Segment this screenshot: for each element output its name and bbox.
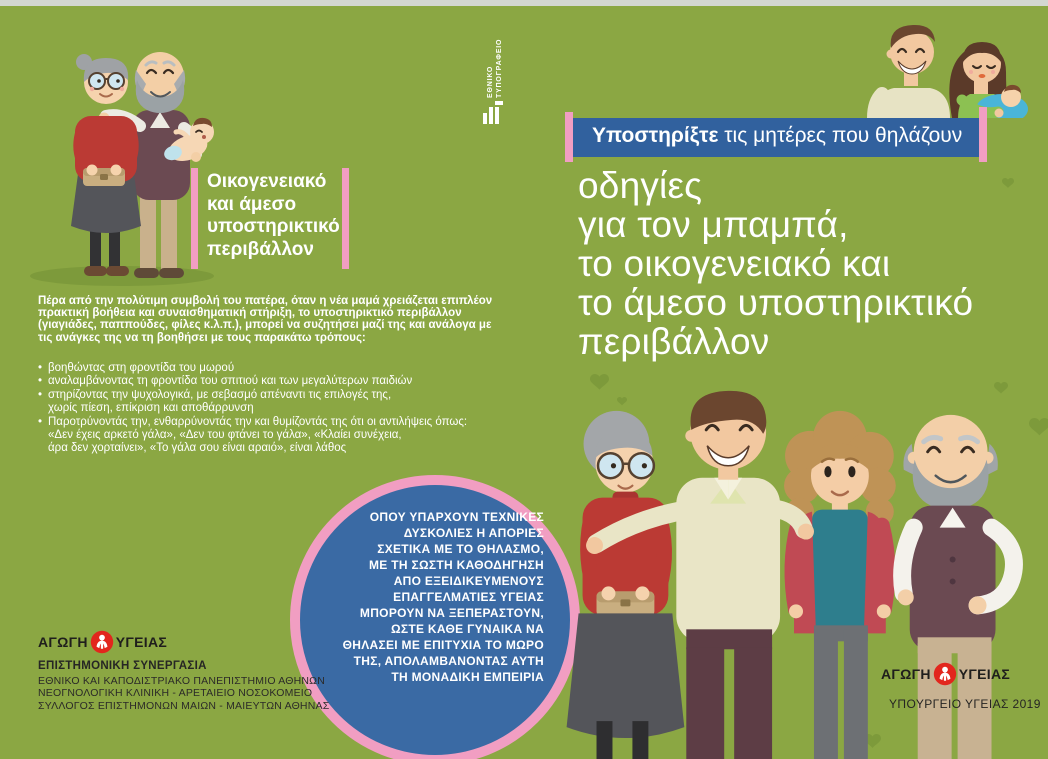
circle-line: ΤΗ ΜΟΝΑΔΙΚΗ ΕΜΠΕΙΡΙΑ [391, 670, 544, 684]
cover-title-line: για τον μπαμπά, [578, 204, 849, 245]
intro-line: τις ανάγκες της να τη βοηθήσει με τους παρακάτω τρόπους: [38, 331, 366, 344]
printing-house-icon [483, 100, 503, 124]
partnership-institutions [38, 675, 329, 712]
cover-title-line: το οικογενειακό και [578, 243, 891, 284]
grandparents-baby-illustration [20, 26, 220, 288]
title-accent-bar-right [342, 168, 349, 269]
bullet-item [38, 375, 538, 388]
banner-slogan-bold: Υποστηρίξτε [592, 124, 719, 147]
institution-line: ΕΘΝΙΚΟ ΚΑΙ ΚΑΠΟΔΙΣΤΡΙΑΚΟ ΠΑΝΕΠΙΣΤΗΜΙΟ ΑΘΗΝΩΝ [38, 675, 326, 687]
circle-line: ΜΠΟΡΟΥΝ ΝΑ ΞΕΠΕΡΑΣΤΟΥΝ, [359, 606, 544, 620]
circle-line: ΜΕ ΤΗ ΣΩΣΤΗ ΚΑΘΟΔΗΓΗΣΗ [368, 558, 544, 572]
logo-text: ΥΓΕΙΑΣ [958, 666, 1011, 682]
left-title-line: Οικογενειακό [207, 171, 327, 192]
banner-accent-bar-right [979, 107, 987, 162]
bullet-icon: • [38, 362, 43, 374]
title-accent-bar-left [191, 168, 198, 269]
circle-line: ΕΠΑΓΓΕΛΜΑΤΙΕΣ ΥΓΕΙΑΣ [393, 590, 544, 604]
bullet-line: στηρίζοντας την ψυχολογικά, με σεβασμό απέναντι τις επιλογές της, [48, 388, 392, 401]
bullet-icon: • [38, 375, 43, 388]
cover-title-line: περιβάλλον [578, 321, 770, 362]
bullet-line: άρα δεν χορταίνει», «Το γάλα σου είναι αραιό», είναι λάθος [48, 442, 347, 455]
bullet-item [38, 416, 538, 456]
support-bullet-list [38, 362, 538, 456]
bullet-line: Παροτρύνοντάς την, ενθαρρύνοντάς την και θυμίζοντάς της ότι οι αντιλήψεις όπως: [48, 415, 468, 428]
institution-line: ΣΥΛΛΟΓΟΣ ΕΠΙΣΤΗΜΟΝΩΝ ΜΑΙΩΝ - ΜΑΙΕΥΤΩΝ ΑΘΗΝΑΣ [38, 699, 330, 712]
bullet-item [38, 389, 538, 416]
circle-line: ΔΥΣΚΟΛΙΕΣ Η ΑΠΟΡΙΕΣ [403, 526, 544, 540]
bullet-line: αναλαμβάνοντας τη φροντίδα του σπιτιού και των μεγαλύτερων παιδιών [48, 375, 413, 388]
institution-line: ΝΕΟΓΝΟΛΟΓΙΚΗ ΚΛΙΝΙΚΗ - ΑΡΕΤΑΙΕΙΟ ΝΟΣΟΚΟΜΕΙΟ [38, 687, 313, 700]
health-education-emblem-icon [933, 662, 957, 686]
cover-title [578, 166, 973, 361]
printing-house-line: ΕΘΝΙΚΟ [487, 65, 494, 98]
parents-baby-illustration [856, 6, 1048, 118]
bullet-item [38, 362, 538, 375]
printing-house-line: ΤΥΠΟΓΡΑΦΕΙΟ [496, 38, 503, 98]
intro-paragraph [38, 295, 538, 344]
cover-title-line: το άμεσο υποστηρικτικό [578, 282, 974, 323]
left-panel-title [207, 171, 341, 261]
bullet-line: «Δεν έχεις αρκετό γάλα», «Δεν του φτάνει το γάλα», «Κλαίει συνέχεια, [48, 429, 402, 442]
health-education-logo [38, 630, 167, 654]
circle-line: ΟΠΟΥ ΥΠΑΡΧΟΥΝ ΤΕΧΝΙΚΕΣ [369, 510, 544, 524]
health-education-emblem-icon [90, 630, 114, 654]
cover-title-line: οδηγίες [578, 165, 703, 206]
intro-line: Πέρα από την πολύτιμη συμβολή του πατέρα, όταν η νέα μαμά χρειάζεται επιπλέον [38, 295, 493, 307]
logo-text: ΑΓΩΓΗ [881, 666, 931, 682]
circle-line: ΘΗΛΑΣΕΙ ΜΕ ΕΠΙΤΥΧΙΑ ΤΟ ΜΩΡΟ [342, 638, 544, 652]
bullet-line: βοηθώντας στη φροντίδα του μωρού [48, 362, 235, 374]
logo-text: ΑΓΩΓΗ [38, 634, 88, 650]
banner-slogan [592, 124, 962, 148]
logo-text: ΥΓΕΙΑΣ [115, 634, 168, 650]
left-title-line: περιβάλλον [207, 238, 314, 260]
circle-line: ΣΧΕΤΙΚΑ ΜΕ ΤΟ ΘΗΛΑΣΜΟ, [377, 542, 544, 556]
printing-house-mark [486, 40, 504, 98]
circle-line: ΑΠΟ ΕΞΕΙΔΙΚΕΥΜΕΝΟΥΣ [393, 574, 544, 588]
left-title-line: υποστηρικτικό [207, 216, 340, 237]
ministry-credit: ΥΠΟΥΡΓΕΙΟ ΥΓΕΙΑΣ 2019 [889, 697, 1041, 711]
bullet-line: χωρίς πίεση, επίκριση και αποθάρρυνση [48, 402, 254, 415]
bullet-icon: • [38, 415, 43, 428]
left-title-line: και άμεσο [207, 193, 297, 215]
intro-line: πρακτική βοήθεια και συναισθηματική στήριξη, το υποστηρικτικό περιβάλλον [38, 307, 462, 320]
intro-line: (γιαγιάδες, παππούδες, φίλες κ.λ.π.), μπορεί να συζητήσει μαζί της και ανάλογα με [38, 319, 492, 332]
circle-line: ΩΣΤΕ ΚΑΘΕ ΓΥΝΑΙΚΑ ΝΑ [390, 622, 544, 636]
professional-help-text [322, 509, 544, 685]
banner-accent-bar-left [565, 112, 573, 162]
banner-slogan-rest: τις μητέρες που θηλάζουν [718, 124, 963, 147]
bullet-icon: • [38, 388, 43, 401]
partnership-heading: ΕΠΙΣΤΗΜΟΝΙΚΗ ΣΥΝΕΡΓΑΣΙΑ [38, 660, 207, 672]
circle-line: ΤΗΣ, ΑΠΟΛΑΜΒΑΝΟΝΤΑΣ ΑΥΤΗ [353, 654, 544, 668]
health-education-logo [881, 662, 1010, 686]
